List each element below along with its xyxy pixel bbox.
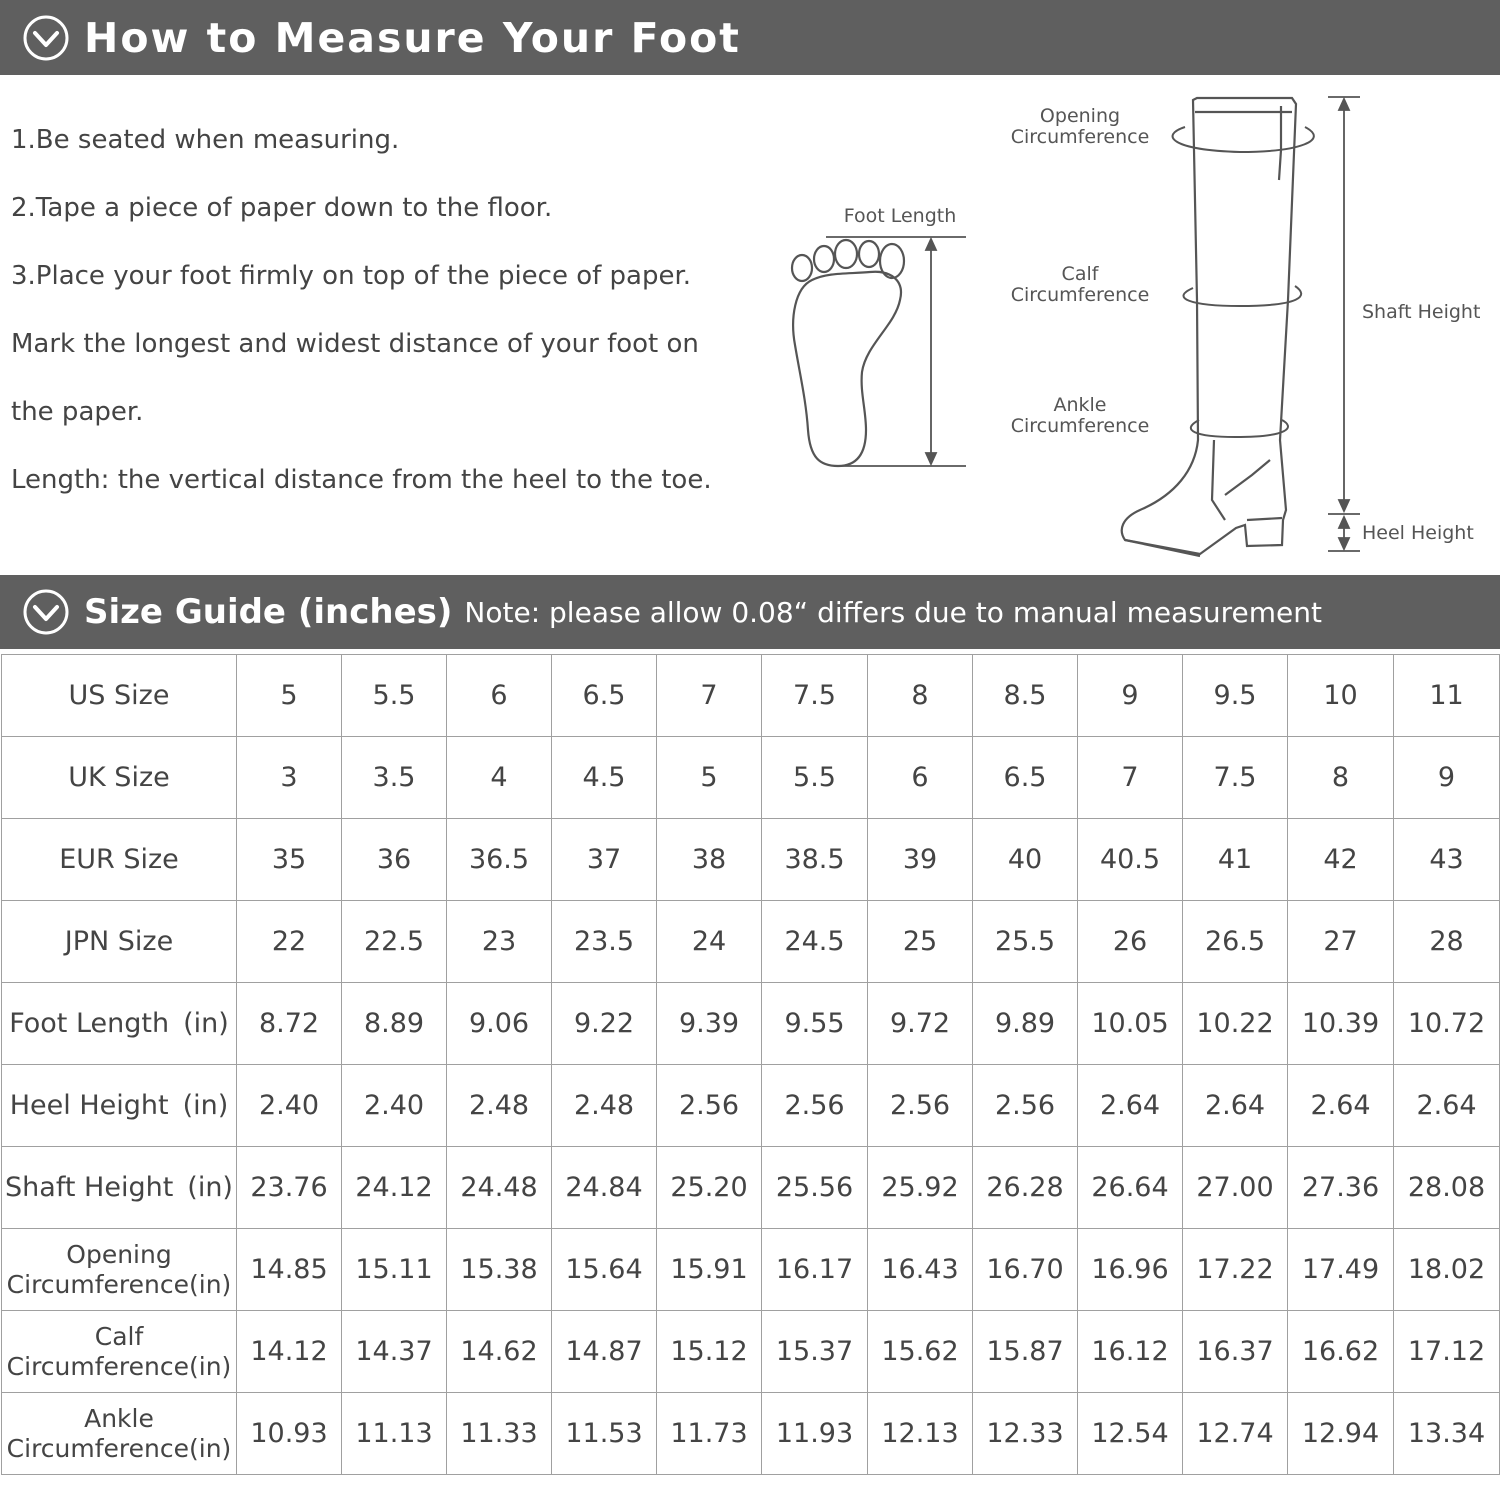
table-cell: 24.5 <box>762 901 868 983</box>
table-cell: 16.17 <box>762 1229 868 1311</box>
table-cell: 17.22 <box>1183 1229 1288 1311</box>
table-cell: 12.54 <box>1078 1393 1183 1475</box>
table-cell: 14.62 <box>447 1311 552 1393</box>
table-row <box>2 1393 1500 1475</box>
table-cell: 2.56 <box>868 1065 973 1147</box>
table-cell: 8 <box>1288 737 1394 819</box>
table-cell: 8 <box>868 655 973 737</box>
row-header <box>2 1065 237 1147</box>
table-row <box>2 983 1500 1065</box>
row-header <box>2 1147 237 1229</box>
table-cell: 10.72 <box>1394 983 1500 1065</box>
table-row <box>2 1311 1500 1393</box>
row-header-line1: Ankle <box>84 1403 154 1433</box>
table-cell: 16.96 <box>1078 1229 1183 1311</box>
table-cell: 5.5 <box>762 737 868 819</box>
table-cell: 16.12 <box>1078 1311 1183 1393</box>
row-header-label <box>7 1240 232 1300</box>
table-cell: 9.72 <box>868 983 973 1065</box>
table-cell: 4.5 <box>552 737 657 819</box>
table-cell: 2.40 <box>342 1065 447 1147</box>
opening-label-line2: Circumference <box>1010 126 1150 148</box>
table-cell: 15.64 <box>552 1229 657 1311</box>
table-cell: 4 <box>447 737 552 819</box>
table-cell: 2.56 <box>762 1065 868 1147</box>
table-cell: 25.56 <box>762 1147 868 1229</box>
table-cell: 11.73 <box>657 1393 762 1475</box>
table-cell: 5.5 <box>342 655 447 737</box>
table-cell: 2.48 <box>552 1065 657 1147</box>
table-cell: 13.34 <box>1394 1393 1500 1475</box>
table-cell: 22.5 <box>342 901 447 983</box>
table-cell: 40.5 <box>1078 819 1183 901</box>
table-cell: 16.43 <box>868 1229 973 1311</box>
table-cell: 28.08 <box>1394 1147 1500 1229</box>
row-header-label: US Size <box>68 680 170 711</box>
row-header-line2: Circumference <box>6 1433 190 1463</box>
row-header-label: Foot Length <box>9 1008 170 1039</box>
row-header <box>2 983 237 1065</box>
row-header <box>2 1393 237 1475</box>
table-cell: 37 <box>552 819 657 901</box>
table-cell: 8.89 <box>342 983 447 1065</box>
table-cell: 12.94 <box>1288 1393 1394 1475</box>
table-cell: 25.92 <box>868 1147 973 1229</box>
table-cell: 9.22 <box>552 983 657 1065</box>
table-cell: 24.48 <box>447 1147 552 1229</box>
table-cell: 6 <box>447 655 552 737</box>
table-cell: 23.5 <box>552 901 657 983</box>
instruction-line: 1.Be seated when measuring. <box>11 125 400 155</box>
row-header <box>2 1311 237 1393</box>
size-guide-header <box>0 575 1500 649</box>
table-cell: 11.53 <box>552 1393 657 1475</box>
table-cell: 10.39 <box>1288 983 1394 1065</box>
table-cell: 6.5 <box>552 655 657 737</box>
row-header-line2: Circumference <box>6 1269 190 1299</box>
instruction-line: the paper. <box>11 397 144 427</box>
table-cell: 17.49 <box>1288 1229 1394 1311</box>
foot-length-label: Foot Length <box>843 205 957 227</box>
table-row <box>2 1147 1500 1229</box>
row-header-label <box>7 1404 232 1464</box>
table-cell: 5 <box>237 655 342 737</box>
foot-length-arrow <box>826 237 966 466</box>
table-cell: 2.64 <box>1183 1065 1288 1147</box>
table-cell: 17.12 <box>1394 1311 1500 1393</box>
table-cell: 11.33 <box>447 1393 552 1475</box>
table-cell: 2.64 <box>1288 1065 1394 1147</box>
table-cell: 42 <box>1288 819 1394 901</box>
table-cell: 2.48 <box>447 1065 552 1147</box>
table-cell: 24.12 <box>342 1147 447 1229</box>
table-cell: 18.02 <box>1394 1229 1500 1311</box>
row-header-line2: Circumference <box>6 1351 190 1381</box>
table-cell: 8.5 <box>973 655 1078 737</box>
foot-illustration <box>792 240 904 466</box>
table-cell: 15.37 <box>762 1311 868 1393</box>
shaft-height-arrow <box>1328 97 1360 551</box>
table-cell: 10.93 <box>237 1393 342 1475</box>
row-header <box>2 901 237 983</box>
table-cell: 9 <box>1394 737 1500 819</box>
opening-circumference-label <box>1000 106 1160 148</box>
table-cell: 15.11 <box>342 1229 447 1311</box>
row-header-label <box>7 1322 232 1382</box>
row-header <box>2 655 237 737</box>
table-cell: 9.89 <box>973 983 1078 1065</box>
table-cell: 12.33 <box>973 1393 1078 1475</box>
table-cell: 7.5 <box>762 655 868 737</box>
table-cell: 9.06 <box>447 983 552 1065</box>
table-row <box>2 901 1500 983</box>
table-cell: 41 <box>1183 819 1288 901</box>
row-header-line1: Opening <box>66 1239 172 1269</box>
table-row <box>2 819 1500 901</box>
table-cell: 25 <box>868 901 973 983</box>
table-cell: 14.85 <box>237 1229 342 1311</box>
table-cell: 25.5 <box>973 901 1078 983</box>
calf-label-line2: Circumference <box>1010 284 1150 306</box>
table-cell: 24.84 <box>552 1147 657 1229</box>
table-cell: 15.38 <box>447 1229 552 1311</box>
table-cell: 15.12 <box>657 1311 762 1393</box>
calf-circumference-label <box>1000 264 1160 306</box>
table-cell: 23 <box>447 901 552 983</box>
table-cell: 7.5 <box>1183 737 1288 819</box>
table-cell: 3.5 <box>342 737 447 819</box>
row-header-unit: (in) <box>189 1351 232 1381</box>
table-cell: 7 <box>657 655 762 737</box>
row-header <box>2 1229 237 1311</box>
table-cell: 10 <box>1288 655 1394 737</box>
ankle-label-line1: Ankle <box>1053 394 1107 416</box>
table-cell: 2.56 <box>973 1065 1078 1147</box>
instruction-line: 2.Tape a piece of paper down to the floor. <box>11 193 553 223</box>
row-header-unit: (in) <box>182 1090 229 1121</box>
table-cell: 10.05 <box>1078 983 1183 1065</box>
size-guide-title: Size Guide (inches) <box>84 592 453 632</box>
table-cell: 28 <box>1394 901 1500 983</box>
table-cell: 16.62 <box>1288 1311 1394 1393</box>
table-cell: 2.40 <box>237 1065 342 1147</box>
table-cell: 10.22 <box>1183 983 1288 1065</box>
table-cell: 9.5 <box>1183 655 1288 737</box>
table-cell: 26 <box>1078 901 1183 983</box>
row-header-label: Heel Height <box>9 1090 169 1121</box>
row-header-line1: Calf <box>94 1321 144 1351</box>
row-header-unit: (in) <box>187 1172 233 1203</box>
table-cell: 11.13 <box>342 1393 447 1475</box>
row-header <box>2 819 237 901</box>
table-row <box>2 1229 1500 1311</box>
instruction-line: Mark the longest and widest distance of your foot on <box>11 329 699 359</box>
row-header-unit: (in) <box>183 1008 229 1039</box>
table-cell: 14.87 <box>552 1311 657 1393</box>
table-cell: 38 <box>657 819 762 901</box>
table-cell: 5 <box>657 737 762 819</box>
table-cell: 24 <box>657 901 762 983</box>
table-cell: 16.37 <box>1183 1311 1288 1393</box>
table-cell: 40 <box>973 819 1078 901</box>
ankle-label-line2: Circumference <box>1010 415 1150 437</box>
table-cell: 22 <box>237 901 342 983</box>
table-cell: 26.28 <box>973 1147 1078 1229</box>
table-cell: 36 <box>342 819 447 901</box>
table-row <box>2 1065 1500 1147</box>
row-header-label: EUR Size <box>59 844 179 875</box>
table-cell: 2.56 <box>657 1065 762 1147</box>
table-cell: 9.39 <box>657 983 762 1065</box>
chevron-down-circle-icon <box>22 588 70 636</box>
table-row <box>2 655 1500 737</box>
boot-illustration <box>1122 98 1296 556</box>
row-header-label: Shaft Height <box>5 1172 174 1203</box>
instruction-line: Length: the vertical distance from the heel to the toe. <box>11 465 712 495</box>
opening-label-line1: Opening <box>1039 105 1121 127</box>
table-cell: 12.74 <box>1183 1393 1288 1475</box>
table-cell: 7 <box>1078 737 1183 819</box>
table-cell: 26.64 <box>1078 1147 1183 1229</box>
heel-height-label: Heel Height <box>1362 522 1474 544</box>
row-header-label: UK Size <box>68 762 170 793</box>
table-cell: 3 <box>237 737 342 819</box>
measurement-diagram <box>0 0 1500 575</box>
table-cell: 27 <box>1288 901 1394 983</box>
row-header-label: JPN Size <box>64 926 174 957</box>
table-cell: 11.93 <box>762 1393 868 1475</box>
table-cell: 27.36 <box>1288 1147 1394 1229</box>
table-cell: 27.00 <box>1183 1147 1288 1229</box>
table-cell: 26.5 <box>1183 901 1288 983</box>
shaft-height-label: Shaft Height <box>1362 301 1481 323</box>
size-table <box>1 654 1500 1475</box>
size-guide-note: Note: please allow 0.08“ differs due to manual measurement <box>464 595 1322 629</box>
table-cell: 43 <box>1394 819 1500 901</box>
table-cell: 6 <box>868 737 973 819</box>
instruction-line: 3.Place your foot firmly on top of the piece of paper. <box>11 261 692 291</box>
table-cell: 8.72 <box>237 983 342 1065</box>
table-cell: 36.5 <box>447 819 552 901</box>
page-title: How to Measure Your Foot <box>84 13 741 62</box>
ankle-circumference-label <box>1000 395 1160 437</box>
table-cell: 2.64 <box>1394 1065 1500 1147</box>
row-header-unit: (in) <box>189 1433 232 1463</box>
table-cell: 38.5 <box>762 819 868 901</box>
table-cell: 15.91 <box>657 1229 762 1311</box>
table-cell: 39 <box>868 819 973 901</box>
table-cell: 14.12 <box>237 1311 342 1393</box>
table-cell: 15.87 <box>973 1311 1078 1393</box>
table-cell: 23.76 <box>237 1147 342 1229</box>
calf-label-line1: Calf <box>1061 263 1099 285</box>
row-header-unit: (in) <box>189 1269 232 1299</box>
table-cell: 6.5 <box>973 737 1078 819</box>
table-cell: 15.62 <box>868 1311 973 1393</box>
table-cell: 35 <box>237 819 342 901</box>
table-cell: 16.70 <box>973 1229 1078 1311</box>
table-cell: 14.37 <box>342 1311 447 1393</box>
table-cell: 12.13 <box>868 1393 973 1475</box>
table-cell: 2.64 <box>1078 1065 1183 1147</box>
row-header <box>2 737 237 819</box>
table-cell: 9.55 <box>762 983 868 1065</box>
table-row <box>2 737 1500 819</box>
table-cell: 25.20 <box>657 1147 762 1229</box>
table-cell: 11 <box>1394 655 1500 737</box>
table-cell: 9 <box>1078 655 1183 737</box>
